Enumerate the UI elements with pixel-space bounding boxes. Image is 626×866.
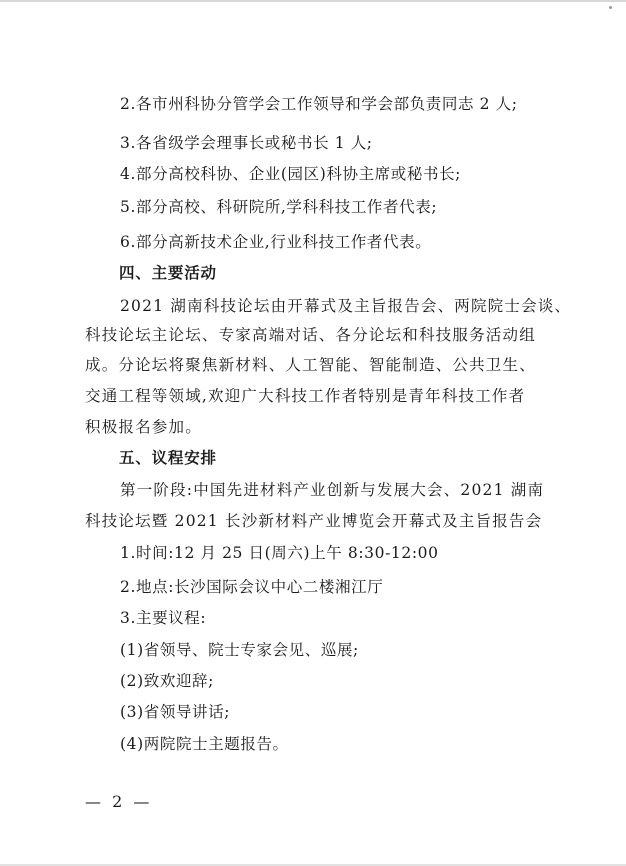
scan-speck xyxy=(609,6,612,9)
section-four-line-3: 成。分论坛将聚焦新材料、人工智能、智能制造、公共卫生、 xyxy=(85,356,536,374)
meeting-time: 1.时间:12 月 25 日(周六)上午 8:30-12:00 xyxy=(120,544,439,562)
section-four-line-4: 交通工程等领域,欢迎广大科技工作者特别是青年科技工作者 xyxy=(85,387,526,405)
attendee-item-5: 5.部分高校、科研院所,学科科技工作者代表; xyxy=(120,198,438,216)
section-four-line-1: 2021 湖南科技论坛由开幕式及主旨报告会、两院院士会谈、 xyxy=(120,297,572,315)
agenda-item-3: (3)省领导讲话; xyxy=(120,703,231,721)
stage-one-line-1: 第一阶段:中国先进材料产业创新与发展大会、2021 湖南 xyxy=(120,481,545,499)
attendee-item-2: 2.各市州科协分管学会工作领导和学会部负责同志 2 人; xyxy=(120,95,518,113)
attendee-item-4: 4.部分高校科协、企业(园区)科协主席或秘书长; xyxy=(120,165,462,183)
page-number: — 2 — xyxy=(85,792,153,811)
section-four-heading: 四、主要活动 xyxy=(119,264,217,282)
agenda-item-4: (4)两院院士主题报告。 xyxy=(120,735,289,753)
agenda-item-2: (2)致欢迎辞; xyxy=(120,672,214,690)
section-four-line-5: 积极报名参加。 xyxy=(85,418,202,436)
scan-edge-top xyxy=(0,0,626,2)
agenda-title: 3.主要议程: xyxy=(120,609,207,627)
attendee-item-6: 6.部分高新技术企业,行业科技工作者代表。 xyxy=(120,233,432,251)
stage-one-line-2: 科技论坛暨 2021 长沙新材料产业博览会开幕式及主旨报告会 xyxy=(85,512,543,530)
section-five-heading: 五、议程安排 xyxy=(119,449,217,467)
meeting-location: 2.地点:长沙国际会议中心二楼湘江厅 xyxy=(120,578,384,596)
attendee-item-3: 3.各省级学会理事长或秘书长 1 人; xyxy=(120,134,373,152)
agenda-item-1: (1)省领导、院士专家会见、巡展; xyxy=(120,641,359,659)
section-four-line-2: 科技论坛主论坛、专家高端对话、各分论坛和科技服务活动组 xyxy=(85,326,536,344)
